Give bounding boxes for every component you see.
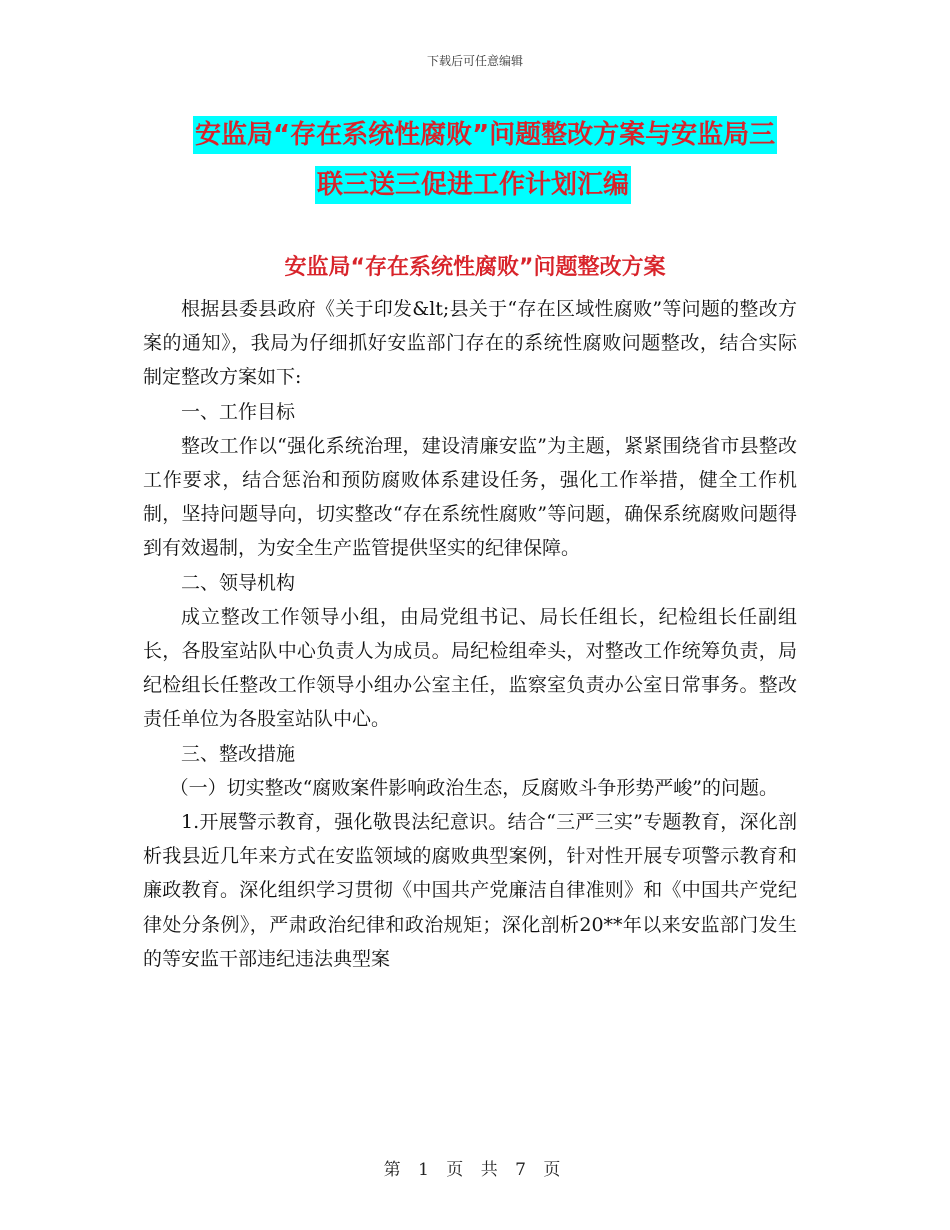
page-footer: 第 1 页 共 7 页: [383, 1160, 567, 1180]
heading-leadership: 二、领导机构: [181, 571, 296, 594]
paragraph-intro: 根据县委县政府《关于印发&lt;县关于“存在区域性腐败”等问题的整改方案的通知》，我局为仔细抓好安监部门存在的系统性腐败问题整改，结合实际制定整改方案如下:: [143, 298, 797, 389]
document-title: [145, 110, 825, 210]
paragraph-leadership: 成立整改工作领导小组，由局党组书记、局长任组长，纪检组长任副组长，各股室站队中心负责人为成员。局纪检组牵头，对整改工作统筹负责，局纪检组长任整改工作领导小组办公室主任，监察室负责办公室日常事务。整改责任单位为各股室站队中心。: [143, 605, 797, 731]
heading-measures: 三、整改措施: [181, 742, 296, 765]
paragraph-work-goal: 整改工作以“强化系统治理，建设清廉安监”为主题，紧紧围绕省市县整改工作要求，结合惩治和预防腐败体系建设任务，强化工作举措，健全工作机制，坚持问题导向，切实整改“存在系统性腐败”等问题，确保系统腐败问题得到有效遏制，为安全生产监管提供坚实的纪律保障。: [143, 434, 797, 560]
document-body: [143, 292, 797, 976]
header-note: 下载后可任意编辑: [426, 54, 523, 68]
heading-work-goal: 一、工作目标: [181, 400, 296, 423]
section-title: 安监局“存在系统性腐败”问题整改方案: [284, 255, 666, 280]
title-line-2: 联三送三促进工作计划汇编: [315, 166, 631, 204]
paragraph-measure-1-1: 1.开展警示教育，强化敬畏法纪意识。结合“三严三实”专题教育，深化剖析我县近几年来方式在安监领域的腐败典型案例，针对性开展专项警示教育和廉政教育。深化组织学习贯彻《中国共产党廉洁自律准则》和《中国共产党纪律处分条例》，严肃政治纪律和政治规矩；深化剖析20**年以来安监部门发生的等安监干部违纪违法典型案: [143, 811, 797, 970]
title-line-1: 安监局“存在系统性腐败”问题整改方案与安监局三: [193, 116, 777, 154]
paragraph-measure-1: （一）切实整改“腐败案件影响政治生态，反腐败斗争形势严峻”的问题。: [169, 776, 779, 799]
